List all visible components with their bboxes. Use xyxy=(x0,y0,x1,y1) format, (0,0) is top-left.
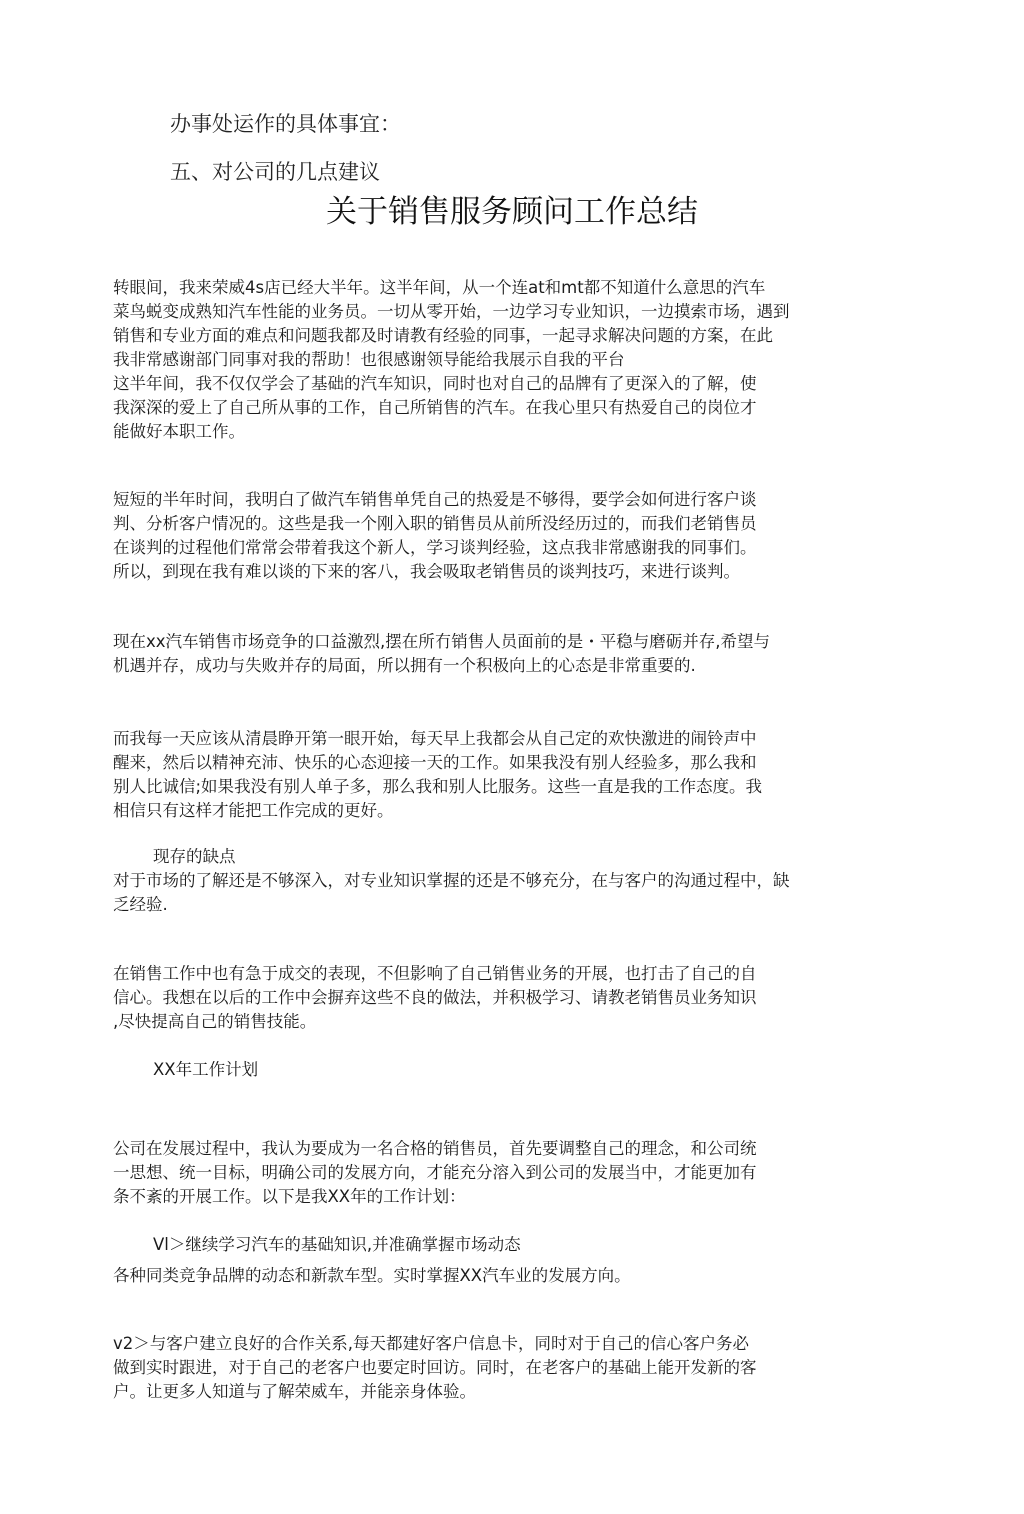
paragraph-line: 一思想、统一目标，明确公司的发展方向，才能充分溶入到公司的发展当中，才能更加有 xyxy=(113,1163,757,1182)
paragraph-line: 销售和专业方面的难点和问题我都及时请教有经验的同事，一起寻求解决问题的方案，在此 xyxy=(113,326,773,345)
paragraph-line: ,尽快提高自己的销售技能。 xyxy=(113,1012,317,1031)
paragraph-line: 现在xx汽车销售市场竞争的口益激烈,摆在所冇销售人员面前的是・平稳与磨砺并存,希望与 xyxy=(113,632,771,651)
paragraph-line: 乏经验. xyxy=(113,895,168,914)
document-title: 关于销售服务顾问工作总结 xyxy=(326,194,698,230)
paragraph-line: 所以，到现在我有难以谈的下来的客八，我会吸取老销售员的谈判技巧，来进行谈判。 xyxy=(113,562,740,581)
paragraph-5 xyxy=(113,869,790,917)
paragraph-line: v2＞与客户建立良好的合作关系,每天都建好客户信息卡，同时对于自己的信心客户务必 xyxy=(113,1334,750,1353)
paragraph-line: 这半年间，我不仅仅学会了基础的汽车知识，同时也对自己的品牌有了更深入的了解，使 xyxy=(113,374,757,393)
paragraph-line: 公司在发展过程中，我认为要成为一名合格的销售员，首先要调整自己的理念，和公司统 xyxy=(113,1139,757,1158)
paragraph-line: 判、分析客户情况的。这些是我一个刚入职的销售员从前所没经历过的，而我们老销售员 xyxy=(113,514,757,533)
paragraph-line: 醒来，然后以精神充沛、快乐的心态迎接一天的工作。如果我没有别人经验多，那么我和 xyxy=(113,753,757,772)
paragraph-line: 对于市场的了解还是不够深入，对专业知识掌握的还是不够充分，在与客户的沟通过程中，缺 xyxy=(113,871,790,890)
section-heading-2: 五、对公司的几点建议 xyxy=(170,160,380,184)
paragraph-line: 信心。我想在以后的工作中会摒弃这些不良的做法，并积极学习、请教老销售员业务知识 xyxy=(113,988,757,1007)
paragraph-4 xyxy=(113,727,762,823)
paragraph-line: 短短的半年时间，我明白了做汽车销售单凭自己的热爱是不够得，要学会如何进行客户谈 xyxy=(113,490,757,509)
paragraph-line: 能做好本职工作。 xyxy=(113,422,245,441)
paragraph-line: 户。让更多人知道与了解荣威车，并能亲身体验。 xyxy=(113,1382,476,1401)
paragraph-line: 条不紊的开展工作。以下是我XX年的工作计划： xyxy=(113,1187,466,1206)
paragraph-line: 各种同类竞争品牌的动态和新款车型。实时掌握XX汽车业的发展方向。 xyxy=(113,1266,631,1285)
paragraph-9 xyxy=(113,1264,631,1288)
paragraph-1 xyxy=(113,276,790,444)
plan-item-1-heading: Vl＞继续学习汽车的基础知识,并准确掌握市场动态 xyxy=(153,1235,521,1254)
paragraph-line: 我深深的爱上了自己所从事的工作，自己所销售的汽车。在我心里只有热爱自己的岗位才 xyxy=(113,398,757,417)
section-heading-1: 办事处运作的具体事宜： xyxy=(170,112,401,136)
paragraph-line: 在销售工作中也有急于成交的表现，不但影响了自己销售业务的开展，也打击了自己的自 xyxy=(113,964,757,983)
paragraph-line: 我非常感谢部门同事对我的帮助！也很感谢领导能给我展示自我的平台 xyxy=(113,350,625,369)
paragraph-6 xyxy=(113,962,757,1034)
paragraph-10 xyxy=(113,1332,757,1404)
paragraph-2 xyxy=(113,488,757,584)
paragraph-3 xyxy=(113,630,770,678)
subheading-shortcomings: 现存的缺点 xyxy=(153,847,236,866)
subheading-work-plan: XX年工作计划 xyxy=(153,1060,259,1079)
paragraph-line: 菜鸟蜕变成熟知汽车性能的业务员。一切从零开始，一边学习专业知识，一边摸索市场，遇到 xyxy=(113,302,790,321)
paragraph-line: 做到实时跟进，对于自己的老客户也要定时回访。同时，在老客户的基础上能开发新的客 xyxy=(113,1358,757,1377)
paragraph-line: 在谈判的过程他们常常会带着我这个新人，学习谈判经验，这点我非常感谢我的同事们。 xyxy=(113,538,757,557)
paragraph-line: 别人比诚信;如果我没有别人单子多，那么我和别人比服务。这些一直是我的工作态度。我 xyxy=(113,777,763,796)
paragraph-line: 相信只有这样才能把工作完成的更好。 xyxy=(113,801,394,820)
paragraph-line: 转眼间，我来荣威4s店已经大半年。这半年间，从一个连at和mt都不知道什么意思的汽车 xyxy=(113,278,766,297)
paragraph-8 xyxy=(113,1137,757,1209)
paragraph-line: 机遇并存，成功与失败并存的局面，所以拥有一个积极向上的心态是非常重要的. xyxy=(113,656,696,675)
paragraph-line: 而我每一天应该从清晨睁开第一眼开始，每天早上我都会从自己定的欢快激进的闹铃声中 xyxy=(113,729,757,748)
